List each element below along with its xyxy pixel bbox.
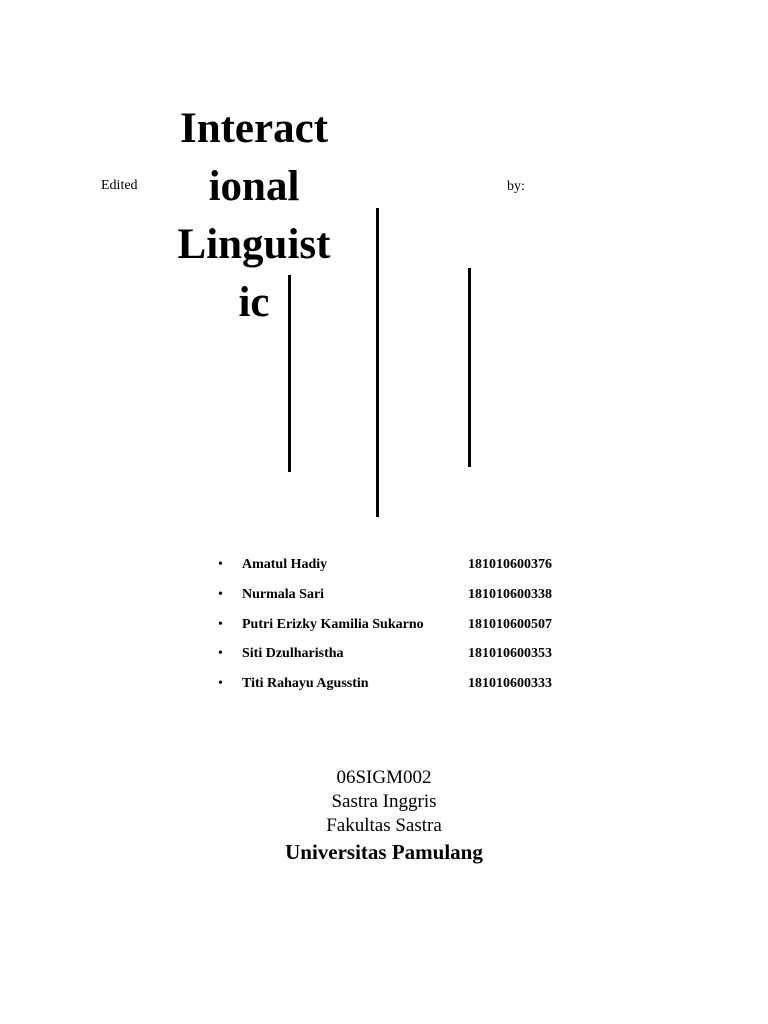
title-line: Linguist bbox=[177, 221, 331, 268]
by-label: by: bbox=[507, 179, 525, 194]
title-line: Interact bbox=[179, 105, 329, 152]
list-item bbox=[218, 642, 598, 672]
bullet-icon: • bbox=[218, 586, 223, 602]
bullet-icon: • bbox=[218, 646, 223, 662]
member-name: Nurmala Sari bbox=[242, 586, 325, 602]
list-item bbox=[218, 553, 598, 583]
member-name: Amatul Hadiy bbox=[242, 557, 328, 572]
list-item bbox=[218, 583, 598, 613]
university-name: Universitas Pamulang bbox=[285, 840, 483, 864]
institution-block bbox=[0, 766, 768, 866]
list-item bbox=[218, 672, 598, 702]
document-title bbox=[170, 100, 338, 332]
bullet-icon: • bbox=[218, 616, 223, 632]
class-code: 06SIGM002 bbox=[336, 767, 432, 788]
edited-label: Edited bbox=[101, 178, 138, 193]
member-name: Siti Dzulharistha bbox=[242, 646, 344, 662]
title-line: ional bbox=[208, 163, 300, 210]
vertical-rule bbox=[376, 208, 379, 517]
bullet-icon: • bbox=[218, 557, 223, 572]
faculty-name: Fakultas Sastra bbox=[326, 815, 442, 836]
bullet-icon: • bbox=[218, 676, 223, 691]
title-line: ic bbox=[238, 279, 270, 326]
member-list bbox=[218, 553, 598, 702]
list-item bbox=[218, 613, 598, 643]
member-nim: 181010600333 bbox=[468, 676, 552, 691]
member-nim: 181010600338 bbox=[468, 586, 552, 602]
member-nim: 181010600507 bbox=[468, 616, 552, 632]
member-nim: 181010600376 bbox=[468, 557, 552, 572]
member-name: Titi Rahayu Agusstin bbox=[242, 676, 369, 691]
vertical-rule bbox=[288, 275, 291, 472]
vertical-rule bbox=[468, 268, 471, 467]
member-nim: 181010600353 bbox=[468, 646, 552, 662]
study-program: Sastra Inggris bbox=[331, 791, 437, 812]
member-name: Putri Erizky Kamilia Sukarno bbox=[242, 616, 424, 632]
